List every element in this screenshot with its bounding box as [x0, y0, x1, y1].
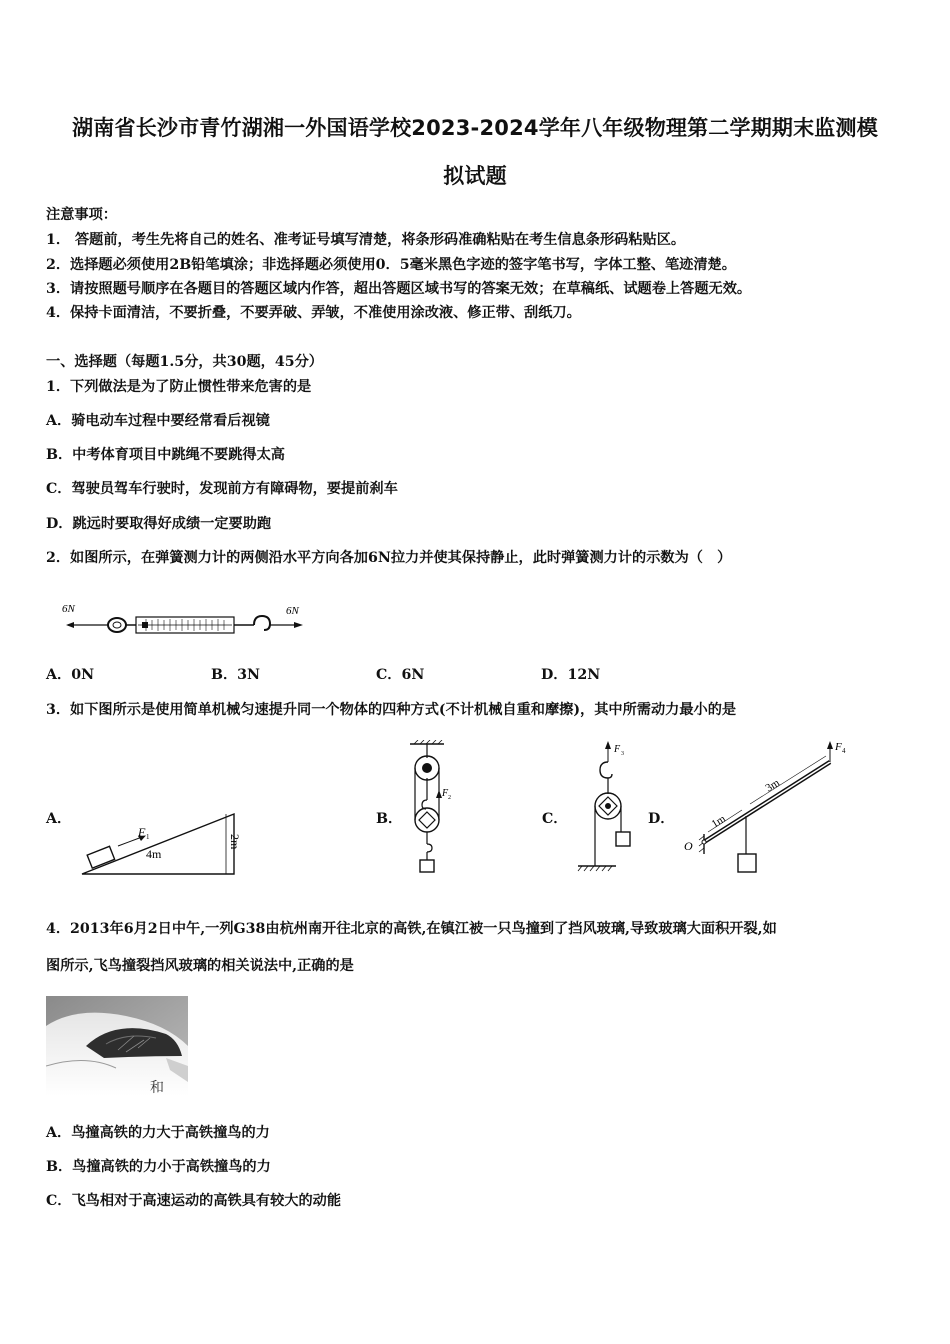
q2-stem: 2．如图所示，在弹簧测力计的两侧沿水平方向各加6N拉力并使其保持静止，此时弹簧测力计的示数为（ ） — [46, 550, 732, 566]
exam-title-line2: 拟试题 — [443, 164, 507, 188]
q3a-length-label: 4m — [146, 847, 162, 861]
q3-figure-d-lever — [680, 738, 850, 878]
q3-label-c: C． — [542, 811, 568, 827]
q3a-force-label: F — [138, 825, 146, 839]
q4-train-photo — [46, 996, 188, 1096]
q3-label-b: B． — [376, 811, 403, 827]
q3b-force-label: F — [442, 788, 449, 799]
q2-option-b: B．3N — [211, 667, 261, 683]
q3a-height-label: 2m — [228, 834, 242, 850]
q3-stem: 3．如下图所示是使用简单机械匀速提升同一个物体的四种方式(不计机械自重和摩擦)，其中所需动力最小的是 — [46, 702, 737, 718]
q2-option-a: A．0N — [46, 667, 95, 683]
q3c-force-sub: 3 — [621, 751, 624, 757]
q3d-short-arm-label: 1m — [709, 812, 728, 831]
q2-option-c: C．6N — [376, 667, 425, 683]
q4-option-b: B．鸟撞高铁的力小于高铁撞鸟的力 — [46, 1159, 271, 1175]
q3-label-a: A． — [46, 811, 72, 827]
q2-option-d: D．12N — [541, 667, 601, 683]
notice-item-3: 3．请按照题号顺序在各题目的答题区域内作答，超出答题区域书写的答案无效；在草稿纸、试题卷上答题无效。 — [46, 281, 752, 297]
q4-option-a: A．鸟撞高铁的力大于高铁撞鸟的力 — [46, 1125, 270, 1141]
q3b-force-sub: 2 — [448, 795, 451, 801]
q3-label-d: D． — [648, 811, 675, 827]
q2-right-force-label: 6N — [286, 605, 299, 617]
q4-stem-line2: 图所示,飞鸟撞裂挡风玻璃的相关说法中,正确的是 — [46, 958, 354, 974]
q1-option-a: A．骑电动车过程中要经常看后视镜 — [46, 413, 270, 429]
exam-title-line1: 湖南省长沙市青竹湖湘一外国语学校2023-2024学年八年级物理第二学期期末监测模 — [72, 116, 878, 140]
q3d-force-sub: 4 — [842, 747, 846, 755]
notice-heading: 注意事项： — [46, 207, 117, 223]
q2-spring-balance-figure — [58, 598, 308, 642]
q1-option-b: B．中考体育项目中跳绳不要跳得太高 — [46, 447, 285, 463]
notice-item-1: 1． 答题前，考生先将自己的姓名、准考证号填写清楚，将条形码准确粘贴在考生信息条形码粘贴区。 — [46, 232, 686, 248]
q3-figure-b-pulley-block — [400, 740, 456, 876]
q4-option-c: C．飞鸟相对于高速运动的高铁具有较大的动能 — [46, 1193, 342, 1209]
q1-option-d: D．跳远时要取得好成绩一定要助跑 — [46, 516, 272, 532]
section-heading: 一、选择题（每题1.5分，共30题，45分） — [46, 354, 323, 370]
q3c-force-label: F — [614, 744, 621, 755]
q3a-force-sub: 1 — [146, 833, 150, 841]
q2-left-force-label: 6N — [62, 603, 75, 615]
q3d-long-arm-label: 3m — [763, 776, 782, 795]
q4-stem-line1: 4．2013年6月2日中午,一列G38由杭州南开往北京的高铁,在镇江被一只鸟撞到了挡风玻璃,导致玻璃大面积开裂,如 — [46, 921, 777, 937]
q3-figure-c-movable-pulley — [572, 740, 648, 876]
q3d-pivot-label: O — [684, 839, 693, 853]
notice-item-4: 4．保持卡面清洁，不要折叠，不要弄破、弄皱，不准使用涂改液、修正带、刮纸刀。 — [46, 305, 581, 321]
q3d-force-label: F — [835, 741, 842, 753]
q4-photo-train-mark: 和 — [150, 1080, 164, 1096]
notice-item-2: 2．选择题必须使用2B铅笔填涂；非选择题必须使用0．5毫米黑色字迹的签字笔书写，字体工整、笔迹清楚。 — [46, 257, 736, 273]
q3-figure-a-incline — [76, 806, 246, 878]
q1-stem: 1．下列做法是为了防止惯性带来危害的是 — [46, 379, 312, 395]
q1-option-c: C．驾驶员驾车行驶时，发现前方有障碍物，要提前刹车 — [46, 481, 398, 497]
